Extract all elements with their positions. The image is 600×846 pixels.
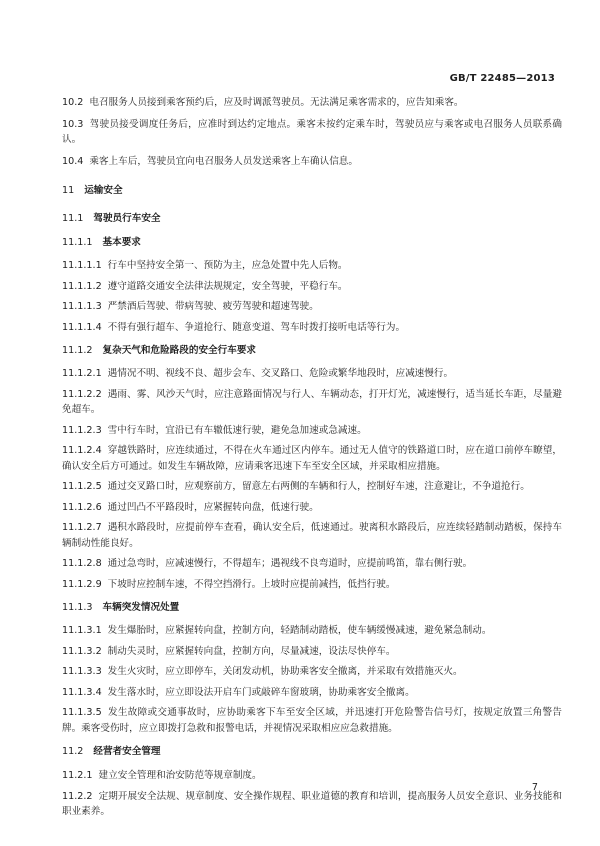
clause-list-11-1-3 [62,623,562,736]
clause-text: 制动失灵时，应紧握转向盘，控制方向，尽量减速，设法尽快停车。 [107,645,396,657]
clause-item [62,117,562,148]
clause-text: 雪中行车时，宜沿已有车辙低速行驶，避免急加速或急减速。 [107,424,367,436]
clause-item [62,623,562,639]
section-number: 11.1.3 [62,602,93,613]
clause-item [62,520,562,551]
section-number: 11 [62,185,75,196]
clause-item [62,279,562,295]
clause-text: 遇积水路段时，应提前停车查看，确认安全后，低速通过。驶离积水路段后，应连续轻踏制动踏板，保持车辆制动性能良好。 [62,522,562,549]
clause-item [62,320,562,336]
clause-number: 11.1.2.9 [62,578,102,590]
clause-item [62,644,562,660]
clause-number: 11.1.1.4 [62,321,102,333]
section-11-1-3-heading [62,600,562,615]
section-title: 运输安全 [84,185,123,196]
clause-text: 发生故障或交通事故时，应协助乘客下车至安全区域，并迅速打开危险警告信号灯，按规定放置三角警告牌。乘客受伤时，应立即拨打急救和报警电话，并视情况采取相应应急救措施。 [62,707,562,734]
clause-item [62,479,562,495]
clause-number: 11.2.2 [62,790,93,802]
clause-number: 11.1.2.6 [62,501,102,513]
clause-number: 10.3 [62,118,84,130]
clause-number: 11.1.3.4 [62,686,102,698]
clause-text: 通过急弯时，应减速慢行，不得超车；遇视线不良弯道时，应提前鸣笛，靠右侧行驶。 [107,558,473,569]
clause-number: 11.1.1.3 [62,301,102,312]
clause-item [62,299,562,315]
clause-text: 穿越铁路时，应连续通过，不得在火车通过区内停车。通过无人值守的铁路道口时，应在道口前停车瞭望，确认安全后方可通过。如发生车辆故障，应请乘客迅速下车至安全区域，并采取相应措施。 [62,445,562,472]
clause-text: 遵守道路交通安全法律法规规定，安全驾驶，平稳行车。 [107,280,348,292]
standard-number: GB/T 22485—2013 [449,73,555,84]
clause-item [62,154,562,170]
clause-item [62,443,562,474]
clause-item [62,556,562,572]
clause-text: 电召服务人员接到乘客预约后，应及时调派驾驶员。无法满足乘客需求的，应告知乘客。 [89,97,464,108]
section-number: 11.1.1 [62,237,93,248]
clause-list-11-1-2 [62,366,562,592]
clause-text: 严禁酒后驾驶、带病驾驶、疲劳驾驶和超速驾驶。 [107,301,319,312]
clause-text: 建立安全管理和治安防范等规章制度。 [98,770,262,781]
clause-item [62,423,562,439]
clause-number: 10.4 [62,155,84,167]
clause-number: 11.1.3.5 [62,707,102,718]
clause-item [62,95,562,111]
section-11-1-2-heading [62,343,562,358]
page-number: 7 [531,782,538,793]
clause-number: 11.1.1.1 [62,260,102,271]
clause-item [62,685,562,701]
section-title: 车辆突发情况处置 [102,602,180,613]
clause-text: 发生爆胎时，应紧握转向盘，控制方向，轻踏制动踏板，使车辆缓慢减速，避免紧急制动。 [107,625,492,636]
clause-number: 11.1.2.4 [62,445,102,456]
clause-text: 通过交叉路口时，应观察前方，留意左右两侧的车辆和行人，控制好车速，注意避让，不争道抢行。 [107,481,530,492]
clause-item [62,258,562,274]
clause-number: 11.1.3.1 [62,625,102,636]
clause-list-11-1-1 [62,258,562,335]
clause-number: 11.1.2.3 [62,424,102,436]
clause-list-11-2 [62,768,562,820]
clause-item [62,789,562,820]
section-title: 基本要求 [102,237,141,248]
section-11-heading [62,183,562,198]
clause-item [62,500,562,516]
clause-item [62,768,562,784]
section-11-1-heading [62,211,562,226]
clause-number: 11.1.1.2 [62,280,102,292]
clause-item [62,577,562,593]
clause-item [62,366,562,382]
clause-text: 遇雨、雾、风沙天气时，应注意路面情况与行人、车辆动态，打开灯光，减速慢行，适当延长车距，尽量避免超车。 [62,388,562,415]
clause-text: 下坡时应控制车速，不得空挡滑行。上坡时应提前减挡，低挡行驶。 [107,578,396,590]
clause-number: 11.2.1 [62,770,93,781]
clause-number: 11.1.2.7 [62,522,102,533]
clause-text: 遇情况不明、视线不良、超步会车、交叉路口、危险或繁华地段时，应减速慢行。 [107,368,454,379]
section-title: 复杂天气和危险路段的安全行车要求 [102,345,257,356]
section-title: 经营者安全管理 [93,746,161,757]
clause-text: 通过凹凸不平路段时，应紧握转向盘，低速行驶。 [107,501,319,513]
section-number: 11.1.2 [62,345,93,356]
clause-number: 11.1.3.2 [62,645,102,657]
clause-text: 定期开展安全法规、规章制度、安全操作规程、职业道德的教育和培训，提高服务人员安全意识、业务技能和职业素养。 [62,790,562,817]
clause-number: 11.1.2.5 [62,481,102,492]
clause-text: 乘客上车后，驾驶员宜向电召服务人员发送乘客上车确认信息。 [89,155,358,167]
clause-text: 驾驶员接受调度任务后，应准时到达约定地点。乘客未按约定乘车时，驾驶员应与乘客或电召服务人员联系确认。 [62,118,562,145]
section-10-paragraphs [62,95,562,169]
clause-item [62,387,562,418]
section-title: 驾驶员行车安全 [93,213,161,224]
section-11-2-heading [62,744,562,759]
section-number: 11.2 [62,746,84,757]
clause-item [62,705,562,736]
clause-number: 11.1.3.3 [62,666,102,677]
clause-number: 11.1.2.2 [62,388,102,400]
clause-text: 不得有强行超车、争道抢行、随意变道、驾车时拨打接听电话等行为。 [107,321,406,333]
clause-number: 11.1.2.8 [62,558,102,569]
clause-text: 发生火灾时，应立即停车，关闭发动机，协助乘客安全撤离，并采取有效措施灭火。 [107,666,463,677]
clause-item [62,664,562,680]
clause-text: 发生落水时，应立即设法开启车门或敲碎车窗玻璃，协助乘客安全撤离。 [107,686,415,698]
clause-text: 行车中坚持安全第一、预防为主，应急处置中先人后物。 [107,260,348,271]
section-number: 11.1 [62,213,84,224]
section-11-1-1-heading [62,235,562,250]
clause-number: 11.1.2.1 [62,368,102,379]
clause-number: 10.2 [62,97,84,108]
page-content [62,95,562,825]
